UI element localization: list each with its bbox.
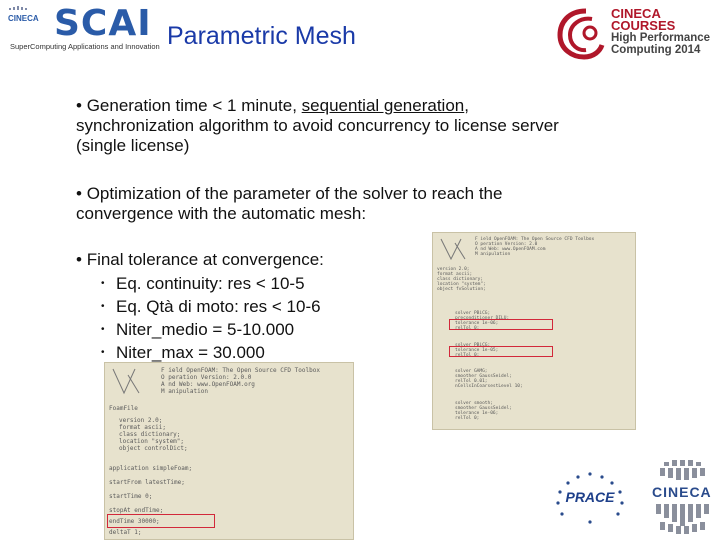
tolerance-item-text: Eq. continuity: res < 10-5 [116, 274, 305, 293]
shot-r-line: location "system"; [437, 282, 486, 287]
shot-l-line: O peration Version: 2.0.0 [161, 374, 252, 381]
bullet-glyph: • [76, 250, 82, 269]
openfoam-banner-icon [111, 367, 145, 397]
tolerance-item-text: Niter_medio = 5-10.000 [116, 320, 295, 339]
shot-r-line: smoother GaussSeidel; [455, 374, 512, 379]
sub-bullet-glyph: • [101, 301, 105, 312]
tolerance-item-niter-max [101, 341, 265, 364]
bullet-glyph: • [76, 184, 82, 203]
sub-bullet-glyph: • [101, 278, 105, 289]
shot-r-line: smoother GaussSeidel; [455, 406, 512, 411]
scai-logo: SCAI [54, 3, 152, 44]
courses-logo-text [611, 8, 710, 56]
shot-r-line: class dictionary; [437, 277, 484, 282]
scai-subtitle: SuperComputing Applications and Innovation [10, 42, 160, 51]
openfoam-banner-icon [439, 237, 471, 263]
shot-r-line: relTol 0; [455, 326, 480, 331]
bullet-2-line-1: Optimization of the parameter of the solver to reach the [86, 184, 503, 203]
cineca-footer-label: CINECA [652, 484, 712, 500]
cineca-logo [8, 6, 48, 24]
fvsolution-screenshot [432, 232, 636, 430]
shot-r-line: nCellsInCoarsestLevel 10; [455, 384, 523, 389]
tolerance-item-niter-medio [101, 318, 295, 341]
sub-bullet-glyph: • [101, 324, 105, 335]
shot-l-line: location "system"; [119, 438, 185, 445]
shot-r-line: tolerance 1e-06; [455, 411, 499, 416]
bullet-1-underlined: sequential generation [301, 96, 465, 115]
shot-l-line: FoamFile [109, 405, 138, 412]
courses-line-1: CINECA [611, 6, 661, 21]
shot-r-line: object fvSolution; [437, 287, 486, 292]
shot-l-line: M anipulation [161, 388, 208, 395]
bullet-3-line-1: Final tolerance at convergence: [86, 250, 324, 269]
bullet-final-tolerance [76, 250, 324, 270]
bullet-optimization [76, 184, 502, 224]
shot-r-line: solver PBiCG; [455, 311, 491, 316]
shot-l-line: startTime 0; [109, 493, 153, 500]
shot-r-line: F ield OpenFOAM: The Open Source CFD Toolbox [475, 237, 595, 242]
prace-label: PRACE [565, 489, 615, 505]
bullet-1-line-3: (single license) [76, 136, 190, 155]
shot-r-line: relTol 0; [455, 353, 480, 358]
shot-l-line: startFrom latestTime; [109, 479, 185, 486]
shot-l-line: A nd Web: www.OpenFOAM.org [161, 381, 255, 388]
shot-r-line: format ascii; [437, 272, 473, 277]
shot-r-line: solver PBiCG; [455, 343, 491, 348]
shot-l-line: endTime 30000; [109, 518, 160, 525]
cineca-courses-logo [556, 5, 608, 61]
bullet-1-lead: Generation time < 1 minute, [86, 96, 302, 115]
shot-l-line: object controlDict; [119, 445, 188, 452]
bullet-generation-time [76, 96, 559, 156]
shot-l-line: stopAt endTime; [109, 507, 164, 514]
shot-r-line: preconditioner DILU; [455, 316, 510, 321]
shot-r-line: tolerance 1e-06; [455, 321, 499, 326]
shot-r-line: solver GAMG; [455, 369, 488, 374]
courses-line-3: High Performance [611, 32, 711, 44]
tolerance-item-momentum [101, 295, 321, 318]
shot-l-line: application simpleFoam; [109, 465, 193, 472]
shot-l-line: deltaT 1; [109, 529, 142, 536]
tolerance-highlight-2 [449, 346, 553, 357]
shot-r-line: A nd Web: www.OpenFOAM.com [475, 247, 546, 252]
shot-r-line: version 2.0; [437, 267, 470, 272]
endtime-highlight [107, 514, 215, 528]
shot-l-line: format ascii; [119, 424, 166, 431]
bullet-1-after: , [464, 96, 469, 115]
shot-r-line: M anipulation [475, 252, 511, 257]
sub-bullet-glyph: • [101, 347, 105, 358]
tolerance-highlight-1 [449, 319, 553, 330]
courses-line-2: COURSES [611, 18, 676, 33]
bullet-2-line-2: convergence with the automatic mesh: [76, 204, 367, 223]
shot-r-line: solver smooth; [455, 401, 493, 406]
tolerance-item-text: Eq. Qtà di moto: res < 10-6 [116, 297, 321, 316]
tolerance-item-continuity [101, 272, 305, 295]
shot-l-line: F ield OpenFOAM: The Open Source CFD Toolbox [161, 367, 320, 374]
shot-r-line: relTol 0.01; [455, 379, 488, 384]
shot-r-line: relTol 0; [455, 416, 480, 421]
bullet-1-line-2: synchronization algorithm to avoid concurrency to license server [76, 116, 559, 135]
shot-r-line: O peration Version: 2.0 [475, 242, 538, 247]
shot-r-line: tolerance 1e-05; [455, 348, 499, 353]
controldict-screenshot [104, 362, 354, 540]
tolerance-item-text: Niter_max = 30.000 [116, 343, 265, 362]
slide-title: Parametric Mesh [167, 22, 356, 50]
shot-l-line: version 2.0; [119, 417, 163, 424]
prace-logo [540, 468, 640, 528]
courses-line-4: Computing 2014 [611, 44, 701, 56]
bullet-glyph: • [76, 96, 82, 115]
shot-l-line: class dictionary; [119, 431, 181, 438]
cineca-brand-text: CINECA [8, 14, 39, 23]
